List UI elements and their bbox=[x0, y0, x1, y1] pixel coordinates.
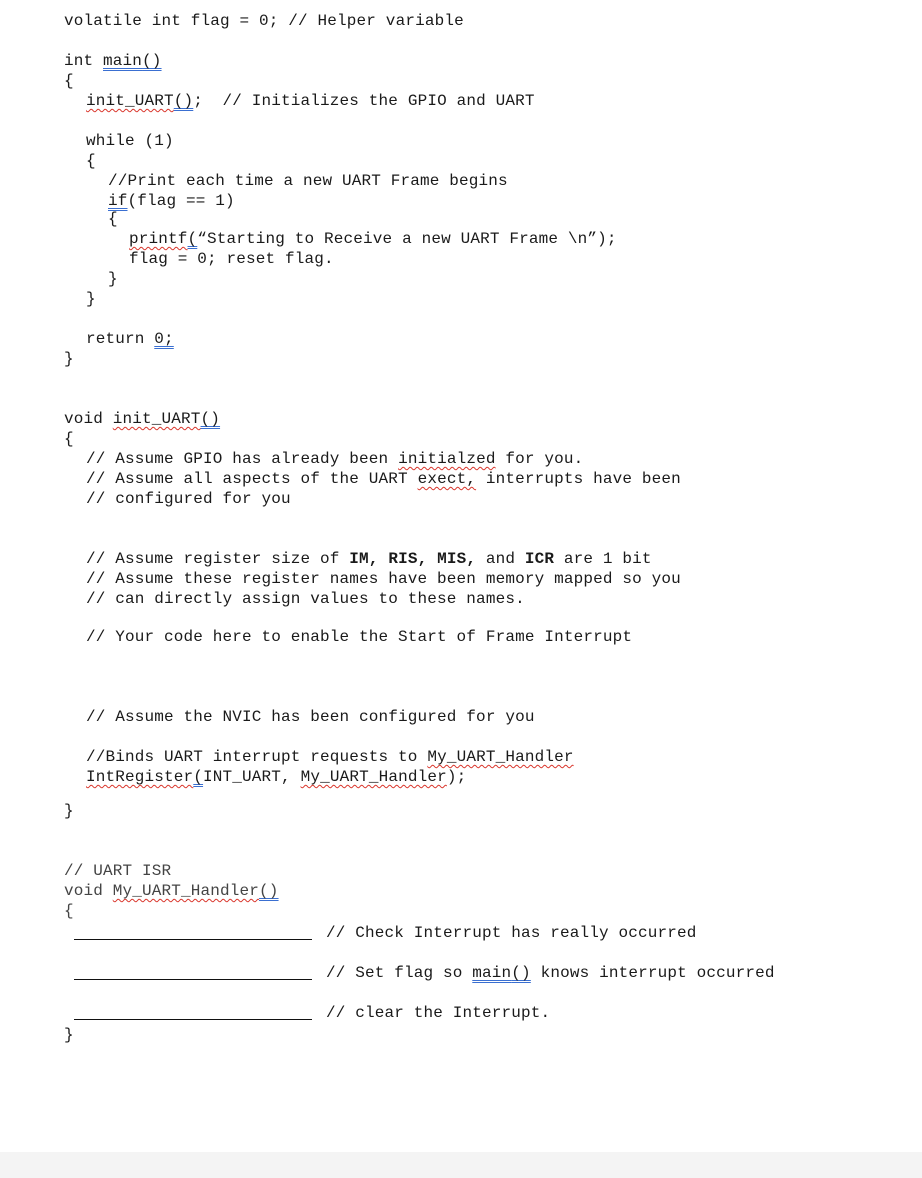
grammar-underlined-text: () bbox=[173, 92, 194, 110]
printf-line bbox=[129, 229, 617, 249]
register-name-mis: MIS, bbox=[437, 550, 477, 568]
comment-line bbox=[86, 449, 583, 469]
code-text: and bbox=[476, 550, 525, 568]
comment-line: // can directly assign values to these names. bbox=[86, 590, 525, 608]
grammar-underlined-text: main bbox=[103, 52, 143, 70]
comment-line bbox=[86, 747, 574, 767]
reset-flag-line: flag = 0; reset flag. bbox=[129, 250, 334, 268]
init-uart-signature-line bbox=[64, 409, 220, 429]
register-name-im: IM, bbox=[349, 550, 379, 568]
code-text: “Starting to Receive a new UART Frame \n”); bbox=[197, 230, 617, 248]
code-text: ); bbox=[446, 768, 467, 786]
code-text: INT_UART, bbox=[203, 768, 301, 786]
return-line bbox=[86, 329, 174, 349]
code-text: for you. bbox=[495, 450, 584, 468]
answer-blank-1[interactable] bbox=[74, 939, 312, 940]
brace-line: { bbox=[108, 210, 118, 228]
code-text: // Assume all aspects of the UART bbox=[86, 470, 418, 488]
comment-line: // Your code here to enable the Start of Frame Interrupt bbox=[86, 628, 633, 646]
register-name-icr: ICR bbox=[524, 550, 555, 568]
code-text: int bbox=[64, 52, 104, 70]
spellcheck-underlined-text: init_UART bbox=[86, 92, 174, 110]
spellcheck-underlined-text: My_UART_Handler bbox=[112, 882, 260, 900]
code-text: // Set flag so bbox=[326, 964, 473, 982]
register-size-comment-line bbox=[86, 549, 652, 569]
comment-line: // Assume these register names have been memory mapped so you bbox=[86, 570, 681, 588]
comment-line bbox=[326, 963, 775, 983]
code-text: (flag == 1) bbox=[127, 192, 235, 210]
grammar-underlined-text: ( bbox=[193, 768, 204, 786]
code-text bbox=[427, 550, 437, 568]
grammar-underlined-text: 0; bbox=[154, 330, 174, 348]
brace-line: } bbox=[86, 290, 96, 308]
brace-line: } bbox=[64, 802, 74, 820]
handler-signature-line bbox=[64, 881, 279, 901]
brace-line: } bbox=[64, 350, 74, 368]
brace-line: } bbox=[64, 1026, 74, 1044]
intregister-call-line bbox=[86, 767, 466, 787]
comment-line: // configured for you bbox=[86, 490, 291, 508]
code-text: interrupts have been bbox=[476, 470, 681, 488]
grammar-underlined-text: () bbox=[142, 52, 162, 70]
answer-blank-3[interactable] bbox=[74, 1019, 312, 1020]
code-text: void bbox=[64, 882, 113, 900]
spellcheck-underlined-text: My_UART_Handler bbox=[300, 768, 447, 786]
brace-line: } bbox=[108, 270, 118, 288]
page-footer-bar bbox=[0, 1152, 922, 1178]
code-text: ; // Initializes the GPIO and UART bbox=[193, 92, 535, 110]
register-name-ris: RIS, bbox=[388, 550, 428, 568]
comment-line: //Print each time a new UART Frame begins bbox=[108, 172, 508, 190]
code-text: knows interrupt occurred bbox=[530, 964, 775, 982]
spellcheck-underlined-text: exect, bbox=[417, 470, 477, 488]
spellcheck-underlined-text: initialzed bbox=[398, 450, 496, 468]
answer-blank-2[interactable] bbox=[74, 979, 312, 980]
comment-line: // Check Interrupt has really occurred bbox=[326, 924, 697, 942]
comment-line: // Assume the NVIC has been configured for you bbox=[86, 708, 535, 726]
spellcheck-underlined-text: init_UART bbox=[112, 410, 201, 428]
code-text: //Binds UART interrupt requests to bbox=[86, 748, 428, 766]
main-signature-line bbox=[64, 51, 162, 71]
code-text: are 1 bit bbox=[554, 550, 652, 568]
helper-variable-line bbox=[64, 11, 464, 31]
grammar-underlined-text: () bbox=[511, 964, 531, 982]
if-line bbox=[108, 191, 235, 211]
grammar-underlined-text: () bbox=[259, 882, 279, 900]
grammar-underlined-text: main bbox=[472, 964, 512, 982]
code-text: volatile int bbox=[64, 12, 191, 30]
brace-line: { bbox=[86, 152, 96, 170]
grammar-underlined-text: if bbox=[108, 192, 128, 210]
grammar-underlined-text: ( bbox=[187, 230, 198, 248]
brace-line: { bbox=[64, 72, 74, 90]
code-text: return bbox=[86, 330, 155, 348]
spellcheck-underlined-text: My_UART_Handler bbox=[427, 748, 574, 766]
isr-comment-line: // UART ISR bbox=[64, 862, 172, 880]
comment-line bbox=[86, 469, 681, 489]
code-text bbox=[379, 550, 389, 568]
code-text: flag = 0; // Helper variable bbox=[190, 12, 464, 30]
while-line: while (1) bbox=[86, 132, 174, 150]
code-text: // Assume GPIO has already been bbox=[86, 450, 399, 468]
spellcheck-underlined-text: printf bbox=[129, 230, 188, 248]
brace-line: { bbox=[64, 430, 74, 448]
brace-line: { bbox=[64, 902, 74, 920]
code-text: void bbox=[64, 410, 113, 428]
comment-line: // clear the Interrupt. bbox=[326, 1004, 551, 1022]
init-call-line bbox=[86, 91, 535, 111]
spellcheck-underlined-text: IntRegister bbox=[86, 768, 194, 786]
code-text: // Assume register size of bbox=[86, 550, 350, 568]
grammar-underlined-text: () bbox=[200, 410, 221, 428]
